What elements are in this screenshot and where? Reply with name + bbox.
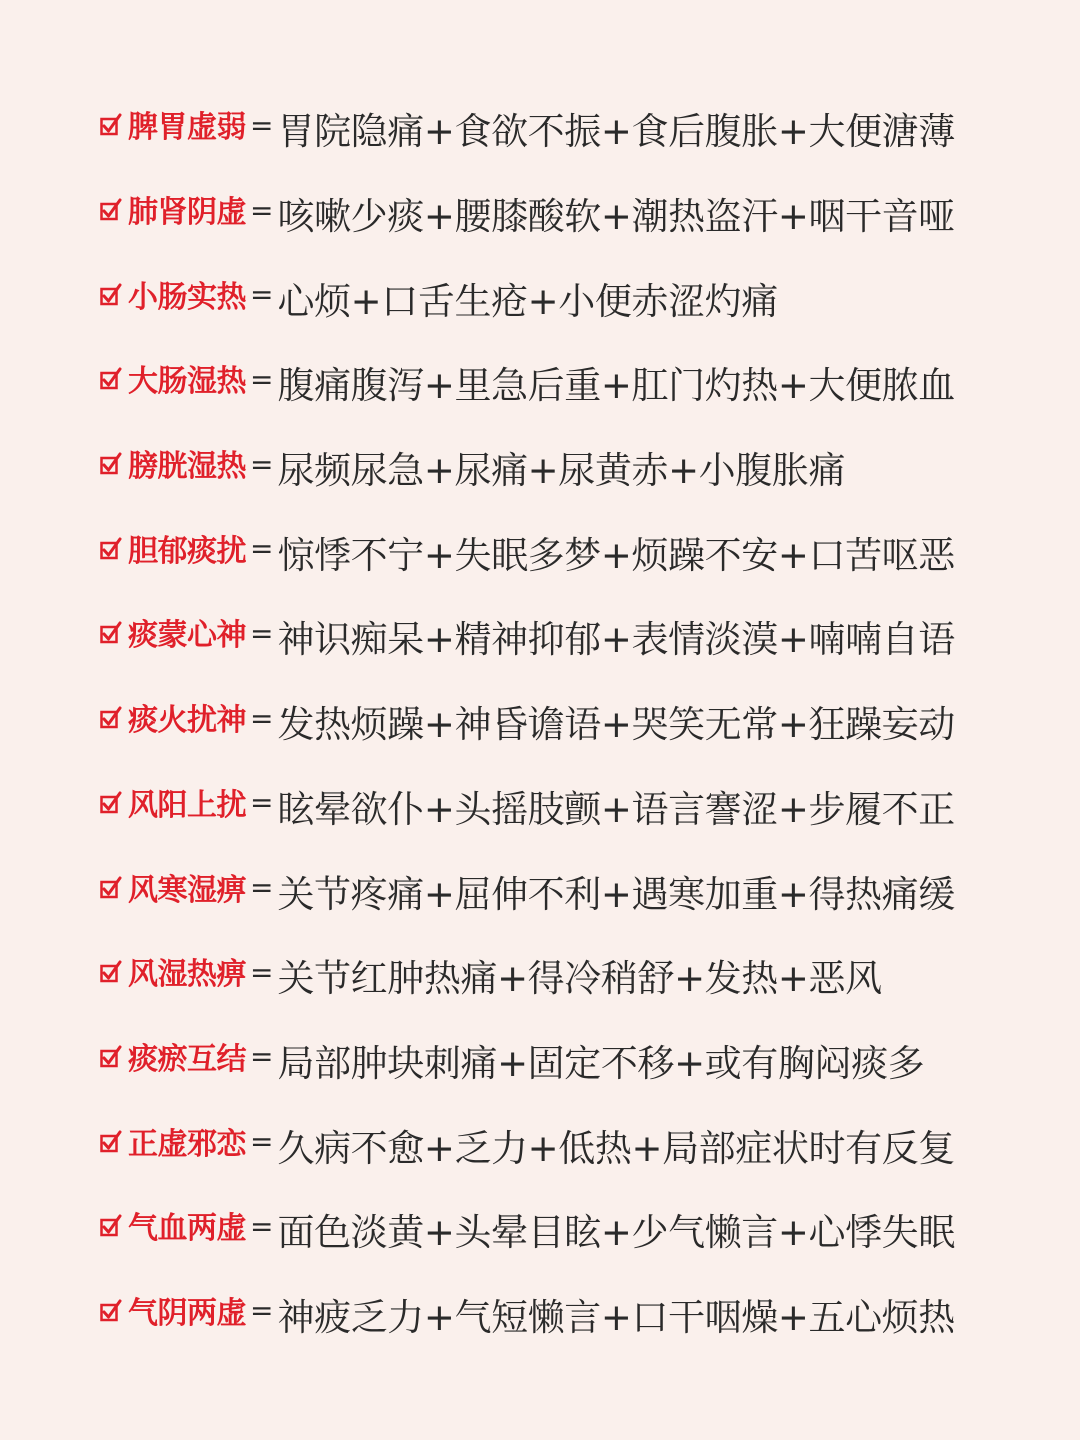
checkbox-checked-icon [100,113,122,137]
checkbox-checked-icon [100,1214,122,1238]
equals-sign: = [250,1209,274,1243]
checkbox-checked-icon [100,367,122,391]
equals-sign: = [250,701,274,735]
list-item [100,86,1060,171]
checkbox-checked-icon [100,791,122,815]
syndrome-term: 大肠湿热 [128,364,246,400]
symptom-description: 腹痛腹泻+里急后重+肛门灼热+大便脓血 [277,364,955,408]
checkbox-checked-icon [100,876,122,900]
syndrome-term: 正虚邪恋 [128,1126,246,1162]
equals-sign: = [250,616,274,650]
syndrome-term: 痰蒙心神 [128,618,246,654]
symptom-description: 局部肿块刺痛+固定不移+或有胸闷痰多 [277,1041,925,1085]
syndrome-term: 胆郁痰扰 [128,533,246,569]
symptom-description: 惊悸不宁+失眠多梦+烦躁不安+口苦呕恶 [277,533,955,577]
symptom-description: 尿频尿急+尿痛+尿黄赤+小腹胀痛 [277,449,846,493]
equals-sign: = [250,447,274,481]
checkbox-checked-icon [100,1130,122,1154]
symptom-description: 发热烦躁+神昏谵语+哭笑无常+狂躁妄动 [277,703,955,747]
syndrome-term: 风寒湿痹 [128,872,246,908]
list-item [100,1187,1060,1272]
symptom-description: 神识痴呆+精神抑郁+表情淡漠+喃喃自语 [277,618,955,662]
checkbox-checked-icon [100,537,122,561]
list-item [100,764,1060,849]
list-item [100,1102,1060,1187]
syndrome-list [100,86,1060,1356]
equals-sign: = [250,108,274,142]
syndrome-term: 膀胱湿热 [128,449,246,485]
list-item [100,679,1060,764]
equals-sign: = [250,1040,274,1074]
checkbox-checked-icon [100,1299,122,1323]
equals-sign: = [250,193,274,227]
list-item [100,1018,1060,1103]
syndrome-term: 气阴两虚 [128,1295,246,1331]
list-item [100,848,1060,933]
equals-sign: = [250,871,274,905]
syndrome-term: 肺肾阴虚 [128,195,246,231]
symptom-description: 关节红肿热痛+得冷稍舒+发热+恶风 [277,957,882,1001]
checkbox-checked-icon [100,1045,122,1069]
symptom-description: 心烦+口舌生疮+小便赤涩灼痛 [277,279,778,323]
syndrome-term: 风阳上扰 [128,787,246,823]
syndrome-term: 痰瘀互结 [128,1041,246,1077]
equals-sign: = [250,1294,274,1328]
syndrome-term: 痰火扰神 [128,703,246,739]
checkbox-checked-icon [100,283,122,307]
symptom-description: 眩晕欲仆+头摇肢颤+语言謇涩+步履不正 [277,787,955,831]
list-item [100,594,1060,679]
checkbox-checked-icon [100,621,122,645]
symptom-description: 面色淡黄+头晕目眩+少气懒言+心悸失眠 [277,1211,955,1255]
list-item [100,425,1060,510]
symptom-description: 胃院隐痛+食欲不振+食后腹胀+大便溏薄 [277,110,955,154]
equals-sign: = [250,786,274,820]
list-item [100,509,1060,594]
syndrome-term: 气血两虚 [128,1211,246,1247]
symptom-description: 神疲乏力+气短懒言+口干咽燥+五心烦热 [277,1295,955,1339]
list-item [100,171,1060,256]
list-item [100,1272,1060,1357]
checkbox-checked-icon [100,706,122,730]
symptom-description: 关节疼痛+屈伸不利+遇寒加重+得热痛缓 [277,872,955,916]
equals-sign: = [250,278,274,312]
equals-sign: = [250,532,274,566]
list-item [100,933,1060,1018]
checkbox-checked-icon [100,960,122,984]
syndrome-term: 脾胃虚弱 [128,110,246,146]
syndrome-term: 风湿热痹 [128,957,246,993]
syndrome-term: 小肠实热 [128,279,246,315]
list-item [100,340,1060,425]
checkbox-checked-icon [100,198,122,222]
checkbox-checked-icon [100,452,122,476]
equals-sign: = [250,362,274,396]
symptom-description: 久病不愈+乏力+低热+局部症状时有反复 [277,1126,955,1170]
symptom-description: 咳嗽少痰+腰膝酸软+潮热盗汗+咽干音哑 [277,195,955,239]
equals-sign: = [250,1125,274,1159]
list-item [100,255,1060,340]
equals-sign: = [250,955,274,989]
